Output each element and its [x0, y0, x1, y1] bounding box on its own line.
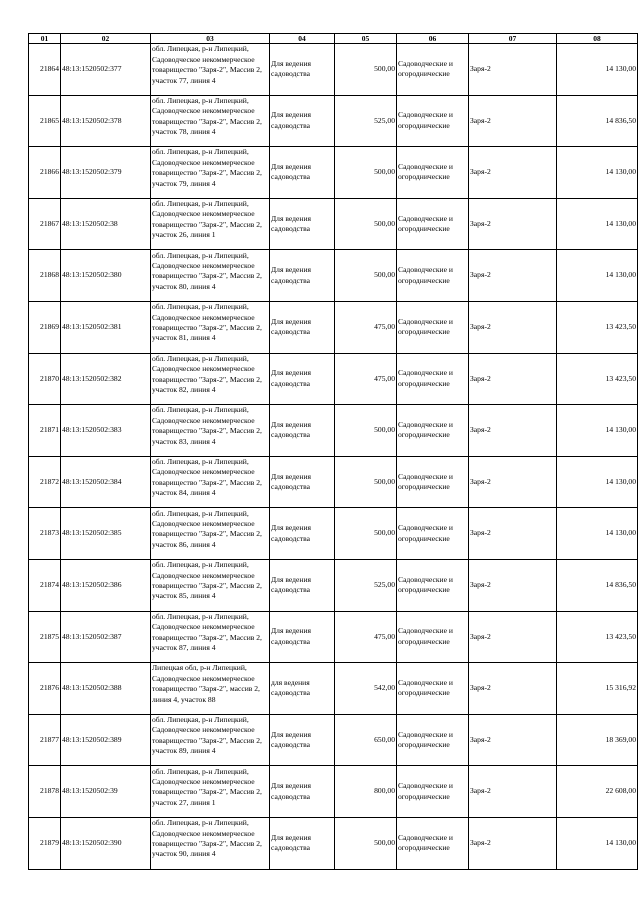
table-row	[29, 301, 638, 353]
table-row	[29, 405, 638, 457]
cell-cadastral-value: 14 130,00	[557, 405, 638, 457]
cell-land-category: Садоводческие и огороднические	[397, 198, 469, 250]
cell-cadastral-number: 48:13:1520502:385	[61, 508, 151, 560]
cell-address	[151, 250, 270, 302]
cell-address	[151, 817, 270, 869]
cell-land-category: Садоводческие и огороднические	[397, 456, 469, 508]
cell-area: 542,00	[335, 663, 397, 715]
cell-land-category: Садоводческие и огороднические	[397, 817, 469, 869]
cell-permitted-use: Для ведения садоводства	[270, 456, 335, 508]
header-row	[29, 34, 638, 44]
cell-address	[151, 508, 270, 560]
cell-permitted-use: Для ведения садоводства	[270, 817, 335, 869]
cell-address	[151, 456, 270, 508]
table-row	[29, 817, 638, 869]
address-text: обл. Липецкая, р-н Липецкий, Садоводческое некоммерческое товарищество "Заря-2", Массив 2, участок 27, линия 1	[152, 766, 262, 807]
cell-cadastral-number: 48:13:1520502:382	[61, 353, 151, 405]
table-row	[29, 714, 638, 766]
cell-permitted-use: Для ведения садоводства	[270, 611, 335, 663]
cell-row-number: 21874	[29, 559, 61, 611]
cell-address	[151, 147, 270, 199]
table-row	[29, 147, 638, 199]
table-body	[29, 44, 638, 870]
cell-address	[151, 663, 270, 715]
cell-row-number: 21877	[29, 714, 61, 766]
address-text: Липецкая обл, р-н Липецкий, Садоводческое некоммерческое товарищество "Заря-2", массив 2, линия 4, участок 88	[152, 663, 260, 704]
cell-area: 525,00	[335, 559, 397, 611]
column-header-07: 07	[469, 34, 557, 44]
table-row	[29, 456, 638, 508]
cell-row-number: 21873	[29, 508, 61, 560]
address-text: обл. Липецкая, р-н Липецкий, Садоводческое некоммерческое товарищество "Заря-2", Массив 2, участок 77, линия 4	[152, 44, 262, 85]
cell-cadastral-number: 48:13:1520502:38	[61, 198, 151, 250]
cell-row-number: 21866	[29, 147, 61, 199]
column-header-08: 08	[557, 34, 638, 44]
cell-land-category: Садоводческие и огороднические	[397, 147, 469, 199]
cell-cadastral-number: 48:13:1520502:389	[61, 714, 151, 766]
cell-locality: Заря-2	[469, 663, 557, 715]
cell-cadastral-value: 14 130,00	[557, 44, 638, 96]
cell-cadastral-value: 22 608,00	[557, 766, 638, 818]
cell-cadastral-value: 13 423,50	[557, 611, 638, 663]
column-header-02: 02	[61, 34, 151, 44]
cell-area: 475,00	[335, 611, 397, 663]
table-row	[29, 508, 638, 560]
cell-cadastral-value: 14 130,00	[557, 198, 638, 250]
cell-locality: Заря-2	[469, 559, 557, 611]
cell-area: 500,00	[335, 456, 397, 508]
cell-permitted-use: Для ведения садоводства	[270, 559, 335, 611]
cell-area: 475,00	[335, 353, 397, 405]
cell-row-number: 21876	[29, 663, 61, 715]
cell-cadastral-number: 48:13:1520502:378	[61, 95, 151, 147]
table-row	[29, 559, 638, 611]
table-row	[29, 766, 638, 818]
cell-cadastral-value: 13 423,50	[557, 353, 638, 405]
cell-cadastral-value: 14 836,50	[557, 559, 638, 611]
cell-area: 500,00	[335, 44, 397, 96]
cell-area: 800,00	[335, 766, 397, 818]
cell-cadastral-value: 14 130,00	[557, 147, 638, 199]
cell-cadastral-value: 15 316,92	[557, 663, 638, 715]
cell-cadastral-number: 48:13:1520502:388	[61, 663, 151, 715]
cell-address	[151, 559, 270, 611]
cell-cadastral-number: 48:13:1520502:383	[61, 405, 151, 457]
cell-address	[151, 301, 270, 353]
cell-cadastral-number: 48:13:1520502:39	[61, 766, 151, 818]
table-row	[29, 95, 638, 147]
address-text: обл. Липецкая, р-н Липецкий, Садоводческое некоммерческое товарищество "Заря-2", Массив 2, участок 78, линия 4	[152, 95, 262, 137]
cell-land-category: Садоводческие и огороднические	[397, 250, 469, 302]
table-row	[29, 663, 638, 715]
address-text: обл. Липецкая, р-н Липецкий, Садоводческое некоммерческое товарищество "Заря-2", Массив 2, участок 84, линия 4	[152, 457, 262, 498]
cell-permitted-use: Для ведения садоводства	[270, 198, 335, 250]
cell-row-number: 21871	[29, 405, 61, 457]
cell-land-category: Садоводческие и огороднические	[397, 405, 469, 457]
table-row	[29, 198, 638, 250]
cell-land-category: Садоводческие и огороднические	[397, 766, 469, 818]
cell-locality: Заря-2	[469, 44, 557, 96]
cell-row-number: 21878	[29, 766, 61, 818]
cell-permitted-use: Для ведения садоводства	[270, 250, 335, 302]
address-text: обл. Липецкая, р-н Липецкий, Садоводческое некоммерческое товарищество "Заря-2", Массив 2, участок 80, линия 4	[152, 250, 262, 291]
land-plots-table	[28, 33, 638, 870]
cell-permitted-use: Для ведения садоводства	[270, 714, 335, 766]
cell-row-number: 21865	[29, 95, 61, 147]
cell-locality: Заря-2	[469, 714, 557, 766]
cell-locality: Заря-2	[469, 405, 557, 457]
cell-permitted-use: Для ведения садоводства	[270, 353, 335, 405]
cell-area: 500,00	[335, 817, 397, 869]
address-text: обл. Липецкая, р-н Липецкий, Садоводческое некоммерческое товарищество "Заря-2", Массив 2, участок 87, линия 4	[152, 611, 262, 653]
cell-area: 475,00	[335, 301, 397, 353]
cell-address	[151, 44, 270, 96]
address-text: обл. Липецкая, р-н Липецкий, Садоводческое некоммерческое товарищество "Заря-2", Массив 2, участок 81, линия 4	[152, 302, 262, 343]
cell-cadastral-value: 18 369,00	[557, 714, 638, 766]
cell-permitted-use: Для ведения садоводства	[270, 766, 335, 818]
cell-cadastral-number: 48:13:1520502:387	[61, 611, 151, 663]
cell-area: 650,00	[335, 714, 397, 766]
column-header-04: 04	[270, 34, 335, 44]
cell-cadastral-value: 14 836,50	[557, 95, 638, 147]
cell-locality: Заря-2	[469, 95, 557, 147]
cell-cadastral-value: 14 130,00	[557, 817, 638, 869]
cell-area: 525,00	[335, 95, 397, 147]
cell-address	[151, 353, 270, 405]
address-text: обл. Липецкая, р-н Липецкий, Садоводческое некоммерческое товарищество "Заря-2", Массив 2, участок 83, линия 4	[152, 405, 262, 446]
cell-land-category: Садоводческие и огороднические	[397, 508, 469, 560]
cell-row-number: 21879	[29, 817, 61, 869]
cell-cadastral-number: 48:13:1520502:380	[61, 250, 151, 302]
cell-area: 500,00	[335, 250, 397, 302]
column-header-01: 01	[29, 34, 61, 44]
address-text: обл. Липецкая, р-н Липецкий, Садоводческое некоммерческое товарищество "Заря-2", Массив 2, участок 90, линия 4	[152, 818, 262, 859]
column-header-03: 03	[151, 34, 270, 44]
cell-address	[151, 405, 270, 457]
cell-locality: Заря-2	[469, 250, 557, 302]
cell-locality: Заря-2	[469, 508, 557, 560]
column-header-06: 06	[397, 34, 469, 44]
cell-cadastral-number: 48:13:1520502:390	[61, 817, 151, 869]
cell-cadastral-number: 48:13:1520502:384	[61, 456, 151, 508]
cell-address	[151, 611, 270, 663]
cell-cadastral-value: 14 130,00	[557, 456, 638, 508]
cell-cadastral-value: 13 423,50	[557, 301, 638, 353]
cell-locality: Заря-2	[469, 611, 557, 663]
cell-permitted-use: Для ведения садоводства	[270, 44, 335, 96]
table-row	[29, 250, 638, 302]
address-text: обл. Липецкая, р-н Липецкий, Садоводческое некоммерческое товарищество "Заря-2", Массив 2, участок 86, линия 4	[152, 508, 262, 549]
cell-row-number: 21868	[29, 250, 61, 302]
cell-cadastral-number: 48:13:1520502:386	[61, 559, 151, 611]
cell-locality: Заря-2	[469, 147, 557, 199]
cell-land-category: Садоводческие и огороднические	[397, 44, 469, 96]
cell-row-number: 21872	[29, 456, 61, 508]
address-text: обл. Липецкая, р-н Липецкий, Садоводческое некоммерческое товарищество "Заря-2", Массив 2, участок 89, линия 4	[152, 715, 262, 756]
cell-land-category: Садоводческие и огороднические	[397, 301, 469, 353]
cell-row-number: 21869	[29, 301, 61, 353]
cell-land-category: Садоводческие и огороднические	[397, 559, 469, 611]
cell-cadastral-number: 48:13:1520502:379	[61, 147, 151, 199]
cell-address	[151, 766, 270, 818]
address-text: обл. Липецкая, р-н Липецкий, Садоводческое некоммерческое товарищество "Заря-2", Массив 2, участок 82, линия 4	[152, 353, 262, 395]
cell-cadastral-number: 48:13:1520502:381	[61, 301, 151, 353]
cell-cadastral-number: 48:13:1520502:377	[61, 44, 151, 96]
column-header-05: 05	[335, 34, 397, 44]
cell-permitted-use: Для ведения садоводства	[270, 508, 335, 560]
cell-locality: Заря-2	[469, 301, 557, 353]
cell-permitted-use: Для ведения садоводства	[270, 147, 335, 199]
cell-row-number: 21864	[29, 44, 61, 96]
address-text: обл. Липецкая, р-н Липецкий, Садоводческое некоммерческое товарищество "Заря-2", Массив 2, участок 79, линия 4	[152, 147, 262, 188]
table-row	[29, 44, 638, 96]
address-text: обл. Липецкая, р-н Липецкий, Садоводческое некоммерческое товарищество "Заря-2", Массив 2, участок 26, линия 1	[152, 199, 262, 240]
cell-row-number: 21875	[29, 611, 61, 663]
cell-land-category: Садоводческие и огороднические	[397, 95, 469, 147]
cell-permitted-use: Для ведения садоводства	[270, 405, 335, 457]
cell-locality: Заря-2	[469, 198, 557, 250]
cell-permitted-use: Для ведения садоводства	[270, 301, 335, 353]
table-row	[29, 611, 638, 663]
cell-area: 500,00	[335, 147, 397, 199]
cell-permitted-use: для ведения садоводства	[270, 663, 335, 715]
address-text: обл. Липецкая, р-н Липецкий, Садоводческое некоммерческое товарищество "Заря-2", Массив 2, участок 85, линия 4	[152, 560, 262, 601]
cell-row-number: 21867	[29, 198, 61, 250]
cell-address	[151, 714, 270, 766]
cell-address	[151, 95, 270, 147]
cell-locality: Заря-2	[469, 353, 557, 405]
cell-address	[151, 198, 270, 250]
cell-locality: Заря-2	[469, 817, 557, 869]
cell-cadastral-value: 14 130,00	[557, 250, 638, 302]
cell-row-number: 21870	[29, 353, 61, 405]
cell-area: 500,00	[335, 508, 397, 560]
cell-land-category: Садоводческие и огороднические	[397, 663, 469, 715]
cell-area: 500,00	[335, 405, 397, 457]
cell-locality: Заря-2	[469, 456, 557, 508]
cell-land-category: Садоводческие и огороднические	[397, 353, 469, 405]
cell-locality: Заря-2	[469, 766, 557, 818]
cell-permitted-use: Для ведения садоводства	[270, 95, 335, 147]
cell-land-category: Садоводческие и огороднические	[397, 714, 469, 766]
cell-area: 500,00	[335, 198, 397, 250]
cell-land-category: Садоводческие и огороднические	[397, 611, 469, 663]
table-row	[29, 353, 638, 405]
cell-cadastral-value: 14 130,00	[557, 508, 638, 560]
